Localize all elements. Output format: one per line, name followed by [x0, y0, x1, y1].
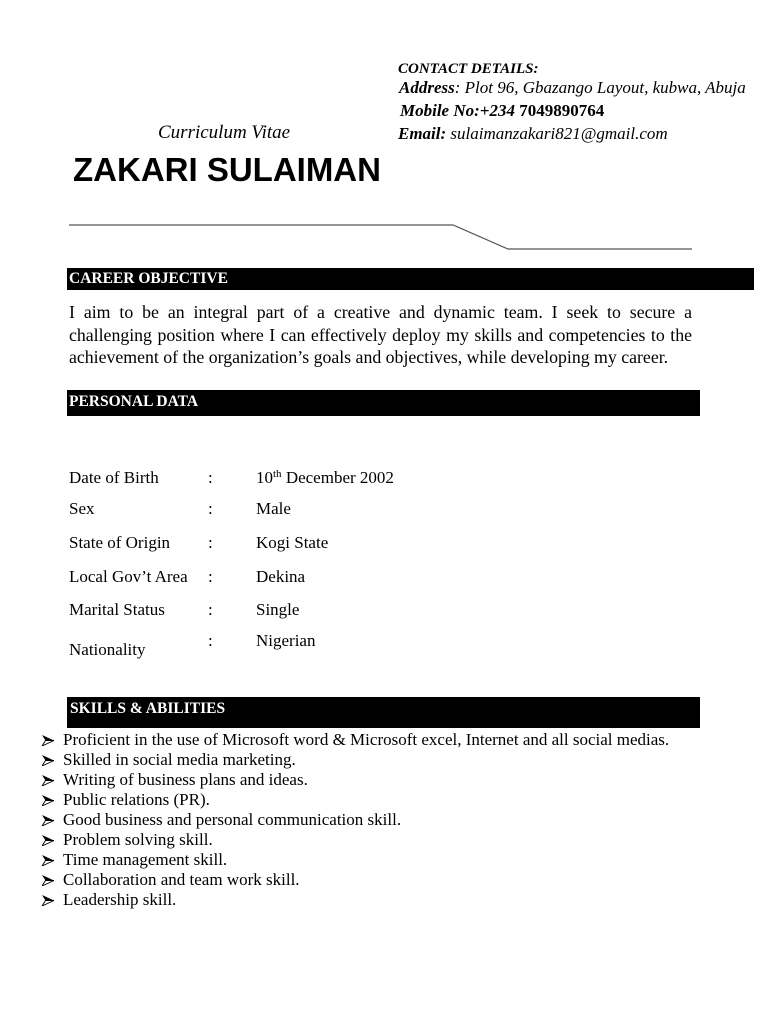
row-value: Nigerian — [256, 631, 316, 650]
personal-data-row-marital-status — [0, 599, 768, 621]
arrow-bullet-icon — [42, 875, 54, 886]
row-value: Male — [256, 499, 291, 518]
skills-heading-text: SKILLS & ABILITIES — [70, 700, 226, 717]
list-item — [0, 730, 768, 750]
row-label: State of Origin — [69, 533, 171, 552]
list-item — [0, 870, 768, 890]
skill-text: Skilled in social media marketing. — [63, 750, 296, 769]
dob-month-year: December 2002 — [285, 468, 394, 487]
row-label: Nationality — [69, 640, 146, 659]
list-item — [0, 830, 768, 850]
arrow-bullet-icon — [42, 855, 54, 866]
skill-text: Good business and personal communication skill. — [63, 810, 402, 829]
dob-day: 10 — [256, 468, 273, 487]
arrow-bullet-icon — [42, 815, 54, 826]
mobile-number: 7049890764 — [519, 101, 605, 120]
arrow-bullet-icon — [42, 755, 54, 766]
mobile-label: Mobile No:+234 — [400, 101, 515, 120]
row-value: Kogi State — [256, 533, 329, 552]
personal-data-heading-text: PERSONAL DATA — [69, 393, 199, 410]
list-item — [0, 790, 768, 810]
email-value: sulaimanzakari821@gmail.com — [450, 124, 668, 143]
dob-day-suffix: th — [273, 468, 282, 480]
row-value: Dekina — [256, 567, 306, 586]
skills-heading — [67, 697, 700, 728]
skill-text: Proficient in the use of Microsoft word & Microsoft excel, Internet and all social medias. — [63, 730, 670, 749]
personal-data-heading — [67, 390, 700, 416]
email-label: Email: — [398, 124, 447, 143]
personal-data-row-state-of-origin — [0, 532, 768, 554]
personal-data-row-sex — [0, 498, 768, 520]
row-label: Local Gov’t Area — [69, 567, 188, 586]
address-value: : Plot 96, Gbazango Layout, kubwa, Abuja — [454, 78, 746, 97]
row-label: Date of Birth — [69, 468, 159, 487]
career-objective-heading — [67, 268, 754, 290]
list-item — [0, 890, 768, 910]
row-value — [256, 467, 394, 489]
arrow-bullet-icon — [42, 735, 54, 746]
address-label: Address — [399, 78, 455, 97]
personal-data-row-nationality — [0, 630, 768, 659]
row-separator: : — [208, 567, 213, 586]
row-separator: : — [208, 499, 213, 518]
list-item — [0, 750, 768, 770]
arrow-bullet-icon — [42, 795, 54, 806]
document-title: Curriculum Vitae — [158, 122, 291, 143]
row-separator: : — [208, 533, 213, 552]
row-label: Sex — [69, 499, 95, 518]
skills-list — [0, 730, 768, 910]
skill-text: Writing of business plans and ideas. — [63, 770, 308, 789]
skill-text: Leadership skill. — [63, 890, 177, 909]
arrow-bullet-icon — [42, 835, 54, 846]
arrow-bullet-icon — [42, 775, 54, 786]
skill-text: Collaboration and team work skill. — [63, 870, 300, 889]
skill-text: Time management skill. — [63, 850, 228, 869]
row-separator: : — [208, 631, 213, 650]
row-separator: : — [208, 468, 213, 487]
skill-text: Public relations (PR). — [63, 790, 210, 809]
list-item — [0, 810, 768, 830]
person-name: ZAKARI SULAIMAN — [73, 151, 381, 188]
contact-details-heading: CONTACT DETAILS: — [398, 61, 539, 77]
personal-data-row-dob — [0, 467, 768, 489]
arrow-bullet-icon — [42, 895, 54, 906]
row-value: Single — [256, 600, 300, 619]
career-objective-heading-text: CAREER OBJECTIVE — [69, 270, 228, 287]
list-item — [0, 850, 768, 870]
career-objective-text: I aim to be an integral part of a creative and dynamic team. I seek to secure a challenging position where I can effectively deploy my skills and competencies to the achievement of the organization’s goals and objectives, while developing my career. — [69, 302, 692, 367]
row-separator: : — [208, 600, 213, 619]
header-divider-line — [0, 0, 768, 260]
personal-data-row-lga — [0, 566, 768, 588]
skill-text: Problem solving skill. — [63, 830, 213, 849]
list-item — [0, 770, 768, 790]
row-label: Marital Status — [69, 600, 165, 619]
